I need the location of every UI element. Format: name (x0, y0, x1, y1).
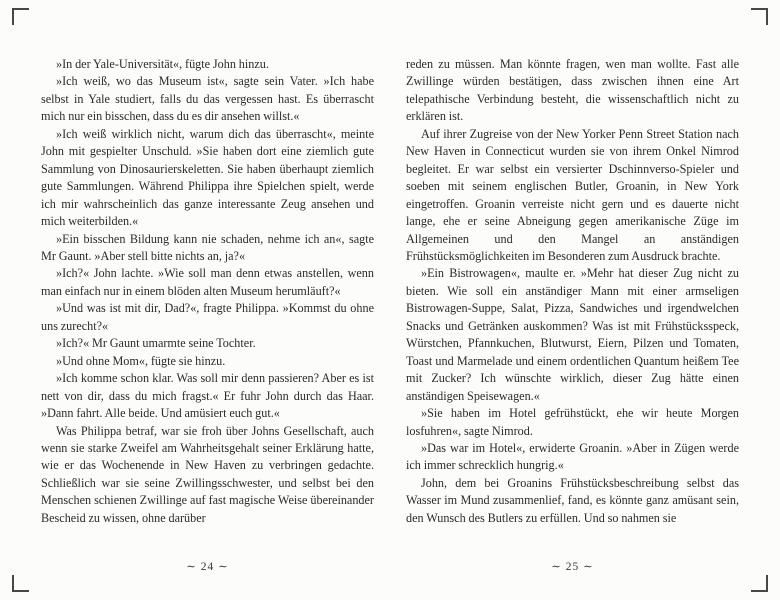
paragraph: »Ich?« John lachte. »Wie soll man denn etwas anstellen, wenn man einfach nur in einem blöden alten Museum herumläuft?« (41, 266, 374, 298)
paragraph: »Sie haben im Hotel gefrühstückt, ehe wir heute Morgen losfuhren«, sagte Nimrod. (406, 406, 739, 438)
paragraph: »Ich weiß, wo das Museum ist«, sagte sein Vater. »Ich habe selbst in Yale studiert, falls du das vergessen hast. Es überrascht mich nur ein bisschen, dass du es dir ansehen willst.« (41, 74, 374, 124)
paragraph: »Ich komme schon klar. Was soll mir denn passieren? Aber es ist nett von dir, dass du mich fragst.« Er fuhr John durch das Haar. »Dann fahrt. Alle beide. Und amüsiert euch gut.« (41, 371, 374, 421)
paragraph: John, dem bei Groanins Frühstücksbeschreibung selbst das Wasser im Mund zusammenlief, fand, es könnte ganz amüsant sein, den Wunsch des Butlers zu erfüllen. Und so nahmen sie (406, 475, 739, 525)
paragraph: Auf ihrer Zugreise von der New Yorker Penn Street Station nach New Haven in Connecticut wurden sie von ihrem Onkel Nimrod begleitet. Er war selbst ein versierter Dschinnverso-Spieler und soeben mit seinem englischen Butler, Groanin, in New York eingetroffen. Groanin verreiste nicht gern und es dauerte nicht lange, ehe er seine Abneigung gegen amerikanische Züge im Allgemeinen und den Mangel an anständigen Frühstücksmöglichkeiten im Besonderen zum Ausdruck brachte. (406, 126, 739, 263)
paragraph: »Und was ist mit dir, Dad?«, fragte Philippa. »Kommst du ohne uns zurecht?« (41, 301, 374, 333)
crop-mark-top-left-icon (12, 8, 29, 25)
paragraph: »Ich?« Mr Gaunt umarmte seine Tochter. (56, 336, 256, 351)
right-page (406, 56, 739, 573)
left-page (41, 56, 374, 573)
paragraph: »Und ohne Mom«, fügte sie hinzu. (56, 353, 226, 368)
crop-mark-bottom-right-icon (751, 575, 768, 592)
paragraph: »Ein Bistrowagen«, maulte er. »Mehr hat dieser Zug nicht zu bieten. Wie soll ein anständiger Mann mit einer armseligen Bistrowagen-Suppe, Salat, Pizza, Sandwiches und irgendwelchen Snacks und Getränken auskommen? Was ist mit Frühstücksspeck, Würstchen, Pfannkuchen, Blutwurst, Eiern, Pilzen und Tomaten, Toast und Marmelade und einem ordentlichen Quantum heißem Tee mit Zucker? Ich wünschte wirklich, dieser Zug hätte einen anständigen Speisewagen.« (406, 266, 739, 403)
paragraph: »Ich weiß wirklich nicht, warum dich das überrascht«, meinte John mit gespielter Unschuld. »Sie haben dort eine ziemlich gute Sammlung von Dinosaurierskeletten. Sie haben überhaupt ziemlich gute Sammlungen. Während Philippa ihre Spielchen spielt, werde ich mir wahrscheinlich das ganze interessante Zeug ansehen und mich weiterbilden.« (41, 126, 374, 229)
paragraph: »Ein bisschen Bildung kann nie schaden, nehme ich an«, sagte Mr Gaunt. »Aber stell bitte nichts an, ja?« (41, 231, 374, 263)
right-page-text (406, 56, 739, 527)
page-number-right: ∼ 25 ∼ (551, 561, 594, 573)
paragraph: »Das war im Hotel«, erwiderte Groanin. »Aber in Zügen werde ich immer schrecklich hungrig.« (406, 440, 739, 473)
paragraph-continuation: reden zu müssen. Man könnte fragen, wen man wollte. Fast alle Zwillinge würden bestätigen, dass zwischen ihnen eine Art telepathische Verbindung besteht, die wissenschaftlich nicht zu erklären ist. (406, 57, 739, 124)
crop-mark-top-right-icon (751, 8, 768, 25)
paragraph: Was Philippa betraf, war sie froh über Johns Gesellschaft, auch wenn sie starke Zweifel am Wahrheitsgehalt seiner Erklärung hatte, wie er das Wochenende in New Haven zu verbringen gedachte. Schließlich war sie seine Zwillingsschwester, und selbst bei den Menschen schienen Zwillinge auf fast magische Weise übereinander Bescheid zu wissen, ohne darüber (41, 423, 374, 525)
left-page-text (41, 56, 374, 527)
page-number-left: ∼ 24 ∼ (186, 561, 229, 573)
crop-mark-bottom-left-icon (12, 575, 29, 592)
paragraph: »In der Yale-Universität«, fügte John hinzu. (56, 57, 269, 71)
